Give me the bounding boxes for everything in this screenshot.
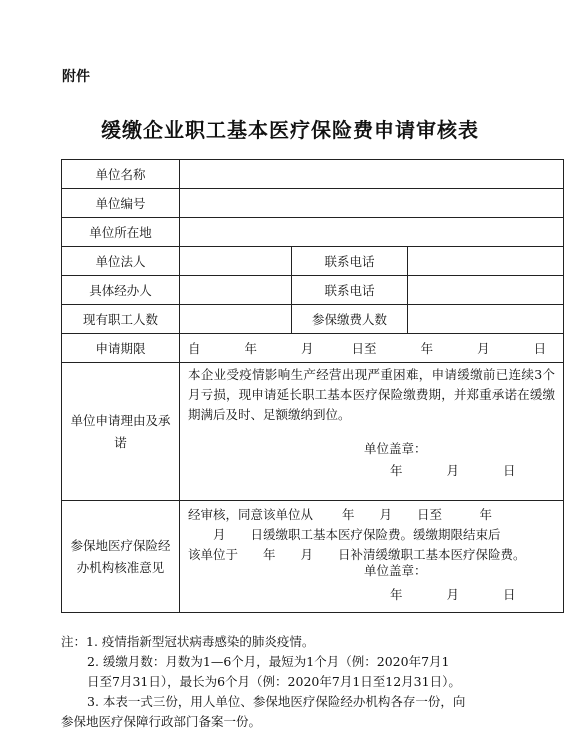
- row-review: [62, 501, 564, 613]
- unit-location-field[interactable]: [180, 218, 564, 247]
- row-staff-count: [62, 305, 564, 334]
- contact-phone-label-2: 联系电话: [292, 276, 408, 305]
- review-line-1: 经审核，同意该单位从 年 月 日至 年: [188, 507, 492, 522]
- contact-phone-field-2[interactable]: [408, 276, 564, 305]
- unit-number-field[interactable]: [180, 189, 564, 218]
- review-seal-label: 单位盖章：: [364, 563, 427, 578]
- review-label: 参保地医疗保险经办机构核准意见: [62, 501, 180, 613]
- reason-text: 本企业受疫情影响生产经营出现严重困难，申请缓缴前已连续3个月亏损，现申请延长职工基本医疗保险缴费期，并郑重承诺在缓缴期满后及时、足额缴纳到位。: [188, 367, 555, 422]
- period-label: 申请期限: [62, 334, 180, 363]
- legal-person-label: 单位法人: [62, 247, 180, 276]
- unit-name-field[interactable]: [180, 160, 564, 189]
- note-3-line-1: 3. 本表一式三份，用人单位、参保地医疗保险经办机构各存一份，向: [87, 694, 466, 709]
- reason-date-month: 月: [446, 463, 460, 478]
- note-2-line-1: 2. 缓缴月数：月数为1—6个月，最短为1个月（例：2020年7月1: [87, 654, 450, 669]
- review-date-month: 月: [446, 587, 460, 602]
- period-from: 自: [188, 341, 201, 356]
- current-staff-field[interactable]: [180, 305, 292, 334]
- contact-phone-field-1[interactable]: [408, 247, 564, 276]
- row-unit-number: [62, 189, 564, 218]
- review-line-3: 该单位于 年 月 日补清缓缴职工基本医疗保险费。: [188, 547, 526, 562]
- contact-phone-label-1: 联系电话: [292, 247, 408, 276]
- handler-label: 具体经办人: [62, 276, 180, 305]
- insured-payers-label: 参保缴费人数: [292, 305, 408, 334]
- period-year-2: 年: [420, 341, 434, 356]
- note-2-line-2: 日至7月31日），最长为6个月（例：2020年7月1日至12月31日）。: [87, 674, 461, 689]
- reason-date-year: 年: [390, 463, 403, 478]
- current-staff-label: 现有职工人数: [62, 305, 180, 334]
- note-1: 注：1. 疫情指新型冠状病毒感染的肺炎疫情。: [61, 634, 315, 649]
- review-line-2: 月 日缓缴职工基本医疗保险费。缓缴期限结束后: [188, 527, 501, 542]
- review-date-day: 日: [503, 587, 516, 602]
- unit-location-label: 单位所在地: [62, 218, 180, 247]
- period-month-1: 月: [301, 341, 314, 356]
- reason-cell: [180, 363, 564, 501]
- period-field[interactable]: [180, 334, 564, 363]
- period-month-2: 月: [477, 341, 490, 356]
- reason-label: 单位申请理由及承诺: [62, 363, 180, 501]
- note-3-line-2: 参保地医疗保障行政部门备案一份。: [61, 714, 262, 729]
- period-year-1: 年: [244, 341, 258, 356]
- application-form-table: [61, 159, 564, 613]
- period-day-2: 日: [533, 341, 547, 356]
- legal-person-field[interactable]: [180, 247, 292, 276]
- reason-seal-label: 单位盖章：: [364, 441, 427, 456]
- footnotes: [61, 632, 566, 732]
- form-title: 缓缴企业职工基本医疗保险费申请审核表: [101, 118, 479, 142]
- unit-number-label: 单位编号: [62, 189, 180, 218]
- row-unit-location: [62, 218, 564, 247]
- handler-field[interactable]: [180, 276, 292, 305]
- unit-name-label: 单位名称: [62, 160, 180, 189]
- review-date-year: 年: [390, 587, 403, 602]
- reason-date-day: 日: [503, 463, 516, 478]
- row-handler: [62, 276, 564, 305]
- row-legal-person: [62, 247, 564, 276]
- row-unit-name: [62, 160, 564, 189]
- review-cell: [180, 501, 564, 613]
- attachment-label: 附件: [62, 69, 90, 85]
- row-reason: [62, 363, 564, 501]
- row-period: [62, 334, 564, 363]
- insured-payers-field[interactable]: [408, 305, 564, 334]
- period-day-to: 日至: [351, 341, 377, 356]
